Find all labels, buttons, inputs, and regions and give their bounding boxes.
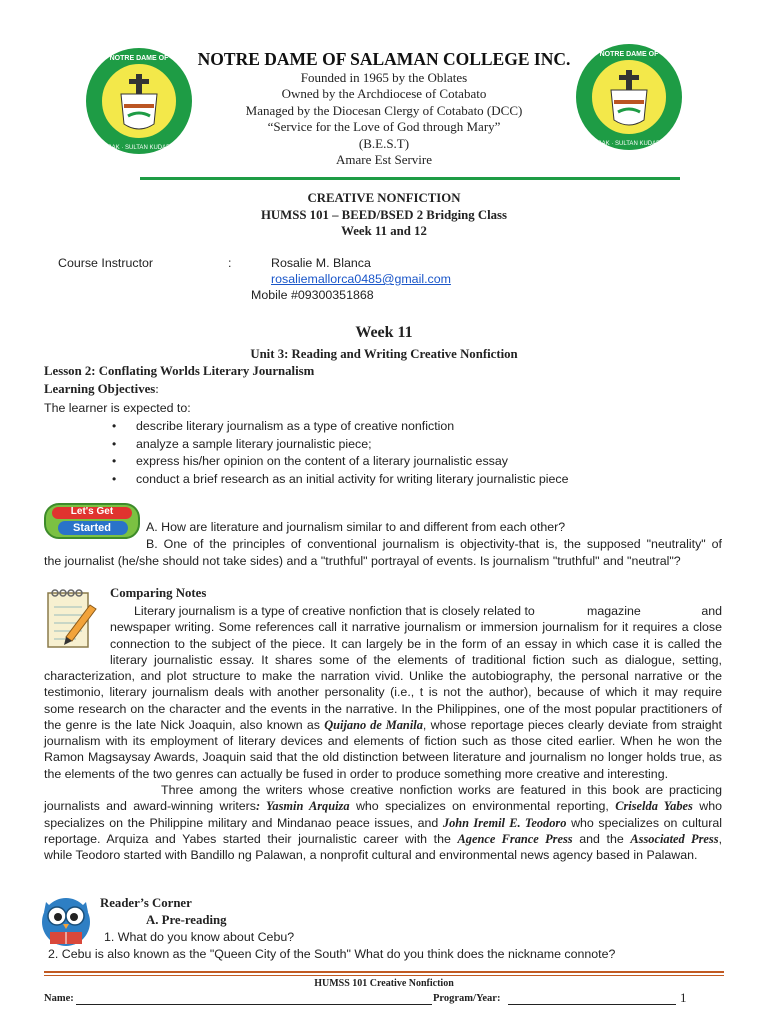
instructor-email-link[interactable]: rosaliemallorca0485@gmail.com (271, 272, 451, 286)
svg-text:LEBAK · SULTAN KUDARAT: LEBAK · SULTAN KUDARAT (590, 141, 668, 147)
page-number: 1 (680, 990, 687, 1005)
p2-line-3 (44, 815, 722, 831)
objectives-heading-text: Learning Objectives (44, 382, 156, 396)
lesson-title: Lesson 2: Conflating Worlds Literary Journalism (44, 364, 315, 378)
header-line-best: (B.E.S.T) (358, 135, 410, 151)
seal-icon (574, 42, 684, 152)
pre-reading-heading: A. Pre-reading (146, 913, 227, 927)
p1-line-3: connection to the subject of the piece. It can largely be in the form of an essay in which case it is called the (110, 636, 722, 651)
writer-arquiza: : Yasmin Arquiza (256, 799, 350, 814)
question-a: A. How are literature and journalism similar to and different from each other? (146, 520, 566, 534)
p2-line-1: Three among the writers whose creative nonfiction works are featured in this book are practicing (161, 783, 722, 798)
footer-rule-thick (44, 971, 724, 973)
p2-line-4-c: , (718, 831, 723, 846)
p2-line-3-a: specializes on the Philippine military and Mindanao peace issues, and (44, 815, 439, 830)
pre-reading-q1: 1. What do you know about Cebu? (104, 930, 295, 944)
instructor-mobile: Mobile #09300351868 (251, 288, 374, 302)
name-input-line[interactable] (76, 1004, 432, 1005)
school-header (180, 48, 588, 168)
p1-line-8 (44, 717, 722, 733)
footer-course: HUMSS 101 Creative Nonfiction (314, 978, 454, 989)
notepad-icon (46, 587, 98, 649)
p1-line-1-a: Literary journalism is a type of creative nonfiction that is closely related to (134, 604, 535, 618)
objectives-list (110, 418, 710, 488)
seal-icon (84, 46, 194, 156)
comparing-notes-heading: Comparing Notes (110, 586, 207, 600)
p1-line-4: literary journalistic essay. It shares some of the elements of traditional fiction such as dialogue, setting, (110, 652, 722, 667)
svg-text:NOTRE DAME OF: NOTRE DAME OF (599, 51, 659, 58)
objectives-heading (44, 382, 159, 397)
week-title: Week 11 (355, 324, 413, 341)
readers-corner-heading: Reader’s Corner (100, 896, 192, 910)
instructor-name: Rosalie M. Blanca (271, 256, 371, 270)
p1-line-1-c: and (701, 604, 722, 618)
objective-item: • analyze a sample literary journalistic piece; (110, 436, 710, 454)
writer-yabes: Criselda Yabes (615, 799, 693, 814)
p1-line-7: some research on the character and the events in the narrative. In the Philippines, one of the most popular practitioners of (44, 701, 722, 716)
course-block (180, 190, 588, 240)
lets-get-started-badge (44, 503, 140, 539)
objectives-heading-colon: : (155, 382, 159, 396)
p1-line-10: Ramon Magsaysay Awards, Joaquin said that the old distinction between literature and journalism no longer holds true, as (44, 750, 722, 765)
p1-line-9: journalism with its employment of literary devices and elements of fiction such as those cited earlier. When he won the (44, 734, 722, 749)
header-line-latin: Amare Est Servire (335, 152, 433, 168)
course-subject: CREATIVE NONFICTION (307, 191, 461, 205)
school-name: NOTRE DAME OF SALAMAN COLLEGE INC. (197, 49, 571, 69)
question-b-line2: the journalist (he/she should not take sides) and a "truthful" portrayal of events. Is journalism "truthful" and "neutral"? (44, 554, 681, 568)
objective-item: • describe literary journalism as a type of creative nonfiction (110, 418, 710, 436)
header-divider (140, 177, 680, 180)
objective-item: • express his/her opinion on the content of a literary journalistic essay (110, 453, 710, 471)
p2-line-4-b: and the (579, 831, 624, 846)
p1-line-5: characterization, and plot structure to make the narration vivid. Unlike the autobiography, the personal narrative or the (44, 669, 722, 683)
badge-line1: Let's Get (70, 506, 114, 517)
p1-line-2: newspaper writing. Some references call it narrative journalism or immersion journalism for it requires a close (110, 620, 722, 635)
writer-teodoro: John Iremil E. Teodoro (442, 815, 567, 830)
p2-line-2-c: who (699, 799, 722, 814)
p2-line-4 (44, 831, 722, 847)
p1-line-8-a: the genre is the late Nick Joaquin, also known as (44, 717, 320, 732)
p1-line-8-b: , whose reportage pieces clearly deviate from straight (422, 717, 722, 732)
question-b-line1: B. One of the principles of conventional journalism is objectivity-that is, the supposed "neutrality" of (146, 537, 722, 551)
p2-line-2-b: who specializes on environmental reporting, (355, 799, 609, 814)
school-seal-left (84, 46, 194, 156)
agency-afp: Agence France Press (457, 831, 573, 846)
course-code: HUMSS 101 – BEED/BSED 2 Bridging Class (260, 207, 508, 222)
owl-icon (36, 888, 96, 948)
course-weeks: Week 11 and 12 (341, 224, 427, 238)
instructor-label: Course Instructor (58, 256, 154, 270)
header-line-managed: Managed by the Diocesan Clergy of Cotabato (DCC) (245, 102, 523, 118)
header-line-motto: “Service for the Love of God through Mary” (267, 119, 501, 135)
header-line-owned: Owned by the Archdiocese of Cotabato (281, 86, 487, 102)
instructor-colon: : (228, 256, 232, 270)
school-seal-right (574, 42, 684, 152)
program-label: Program/Year: (433, 993, 501, 1004)
svg-text:LEBAK · SULTAN KUDARAT: LEBAK · SULTAN KUDARAT (100, 145, 178, 151)
pre-reading-q2: 2. Cebu is also known as the "Queen City of the South" What do you think does the nickname connote? (48, 947, 616, 961)
objective-item: • conduct a brief research as an initial activity for writing literary journalistic piece (110, 471, 710, 489)
program-input-line[interactable] (508, 1004, 676, 1005)
objectives-intro: The learner is expected to: (44, 401, 191, 415)
footer-rule-thin (44, 975, 724, 976)
badge-line2: Started (73, 522, 111, 534)
p2-line-5: while Teodoro started with Bandillo ng Palawan, a nonprofit cultural and environmental news agency based in Palawan. (44, 848, 698, 863)
pen-name: Quijano de Manila (324, 717, 423, 732)
p1-line-1-b: magazine (587, 604, 641, 618)
p1-line-1 (110, 603, 722, 619)
p2-line-2 (44, 798, 722, 814)
p1-line-11: the elements of the two genres can actually be fused in order to produce something more creative and interesting. (44, 766, 669, 781)
agency-ap: Associated Press (630, 831, 719, 846)
comparing-notes-p1-top (110, 603, 722, 668)
header-line-founded: Founded in 1965 by the Oblates (300, 70, 468, 85)
p2-line-2-a: journalists and award-winning writers (44, 799, 256, 814)
comparing-notes-p1-bottom (44, 668, 722, 864)
svg-text:NOTRE DAME OF: NOTRE DAME OF (109, 55, 169, 62)
unit-title: Unit 3: Reading and Writing Creative Nonfiction (250, 347, 518, 361)
p1-line-6: testimonio, literary journalism deals with another personality (i.e., t is not the author), because of which it may require (44, 685, 722, 700)
p2-line-3-b: who specializes on cultural (571, 815, 722, 830)
p2-line-4-a: reportage. Arquiza and Yabes started their journalistic career with the (44, 831, 451, 846)
name-label: Name: (44, 993, 74, 1004)
